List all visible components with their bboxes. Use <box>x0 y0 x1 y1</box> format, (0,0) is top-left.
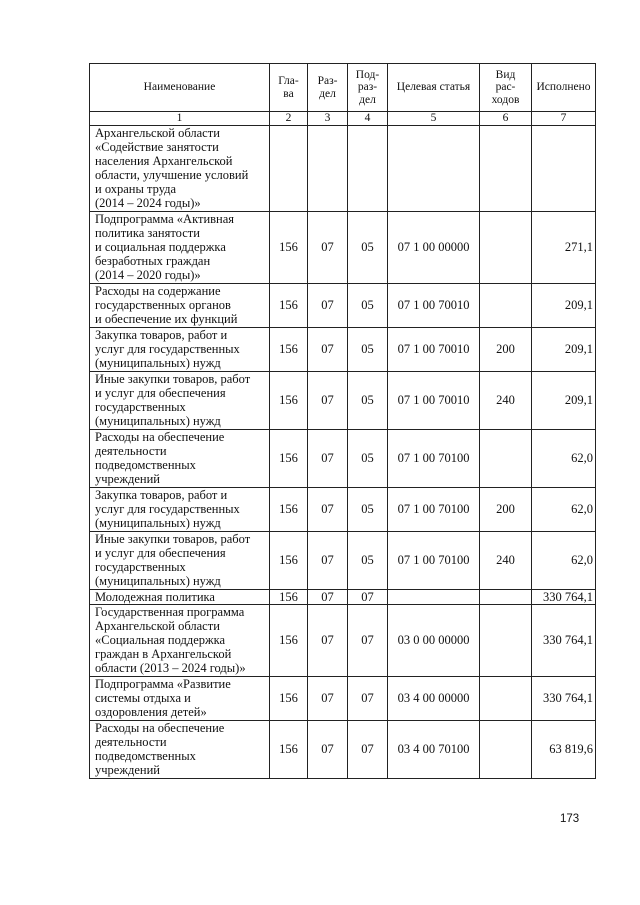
header-line: Наименование <box>143 81 216 94</box>
cell-razdel: 07 <box>308 429 348 487</box>
name-line: области, улучшение условий <box>95 167 249 182</box>
cell-vid: 240 <box>480 371 532 429</box>
cell-vid: 200 <box>480 487 532 531</box>
name-line: «Содействие занятости <box>95 139 219 154</box>
cell-podrazdel: 05 <box>348 429 388 487</box>
cell-razdel: 07 <box>308 327 348 371</box>
cell-name <box>90 211 270 283</box>
name-line: Закупка товаров, работ и <box>95 487 228 502</box>
cell-name <box>90 604 270 676</box>
header-name <box>90 64 270 112</box>
cell-vid: 200 <box>480 327 532 371</box>
cell-statya: 07 1 00 70010 <box>388 371 480 429</box>
cell-glava: 156 <box>270 676 308 720</box>
cell-podrazdel: 05 <box>348 327 388 371</box>
cell-podrazdel: 07 <box>348 604 388 676</box>
cell-vid <box>480 211 532 283</box>
name-line: оздоровления детей» <box>95 704 207 719</box>
cell-statya <box>388 125 480 211</box>
cell-vid <box>480 429 532 487</box>
header-line: дел <box>319 87 336 100</box>
name-line: государственных <box>95 399 186 414</box>
cell-statya <box>388 589 480 604</box>
cell-razdel: 07 <box>308 531 348 589</box>
name-line: и услуг для обеспечения <box>95 385 226 400</box>
cell-razdel: 07 <box>308 283 348 327</box>
cell-statya: 07 1 00 70010 <box>388 283 480 327</box>
header-line: дел <box>359 93 376 106</box>
name-line: государственных органов <box>95 297 231 312</box>
cell-podrazdel: 05 <box>348 531 388 589</box>
name-line: услуг для государственных <box>95 501 240 516</box>
name-line: Государственная программа <box>95 604 245 619</box>
column-number: 7 <box>532 112 596 126</box>
table-row <box>90 429 596 487</box>
cell-glava: 156 <box>270 327 308 371</box>
cell-statya: 07 1 00 70100 <box>388 429 480 487</box>
header-line: раз- <box>357 81 378 94</box>
table-row <box>90 487 596 531</box>
header-line: Раз- <box>317 75 338 87</box>
header-line: ходов <box>491 93 520 106</box>
cell-name <box>90 589 270 604</box>
cell-ispolneno: 62,0 <box>532 531 596 589</box>
header-statya <box>388 64 480 112</box>
name-line: и услуг для обеспечения <box>95 545 226 560</box>
cell-ispolneno: 63 819,6 <box>532 720 596 778</box>
name-line: учреждений <box>95 471 160 486</box>
name-line: Архангельской области <box>95 618 220 633</box>
cell-glava: 156 <box>270 531 308 589</box>
cell-glava: 156 <box>270 429 308 487</box>
cell-statya: 07 1 00 70100 <box>388 487 480 531</box>
table-row <box>90 371 596 429</box>
cell-vid <box>480 283 532 327</box>
cell-glava <box>270 125 308 211</box>
cell-vid <box>480 125 532 211</box>
column-number: 3 <box>308 112 348 126</box>
table-row <box>90 125 596 211</box>
table-row <box>90 283 596 327</box>
cell-name <box>90 676 270 720</box>
cell-podrazdel: 05 <box>348 211 388 283</box>
header-podrazdel <box>348 64 388 112</box>
name-line: государственных <box>95 559 186 574</box>
cell-name <box>90 327 270 371</box>
cell-podrazdel: 05 <box>348 283 388 327</box>
column-number: 1 <box>90 112 270 126</box>
cell-ispolneno: 271,1 <box>532 211 596 283</box>
table-row <box>90 211 596 283</box>
name-line: граждан в Архангельской <box>95 646 232 661</box>
cell-glava: 156 <box>270 589 308 604</box>
cell-razdel: 07 <box>308 604 348 676</box>
name-line: и социальная поддержка <box>95 239 226 254</box>
cell-vid <box>480 589 532 604</box>
name-line: и обеспечение их функций <box>95 311 238 326</box>
name-line: политика занятости <box>95 225 200 240</box>
name-line: (муниципальных) нужд <box>95 355 221 370</box>
cell-razdel: 07 <box>308 720 348 778</box>
cell-podrazdel: 07 <box>348 720 388 778</box>
cell-ispolneno: 330 764,1 <box>532 604 596 676</box>
cell-name <box>90 283 270 327</box>
name-line: населения Архангельской <box>95 153 233 168</box>
header-row <box>90 64 596 112</box>
cell-razdel: 07 <box>308 589 348 604</box>
header-line: рас- <box>495 81 516 94</box>
page-number: 173 <box>560 813 580 825</box>
name-line: Подпрограмма «Развитие <box>95 676 231 691</box>
name-line: (муниципальных) нужд <box>95 573 221 588</box>
name-line: и охраны труда <box>95 181 177 196</box>
cell-ispolneno <box>532 125 596 211</box>
name-line: деятельности <box>95 443 167 458</box>
cell-razdel: 07 <box>308 487 348 531</box>
cell-ispolneno: 209,1 <box>532 371 596 429</box>
table-body <box>90 125 596 778</box>
column-number: 5 <box>388 112 480 126</box>
table-row <box>90 604 596 676</box>
cell-name <box>90 429 270 487</box>
cell-podrazdel: 07 <box>348 676 388 720</box>
name-line: подведомственных <box>95 748 196 763</box>
cell-name <box>90 487 270 531</box>
name-line: (2014 – 2020 годы)» <box>95 267 201 282</box>
cell-statya: 07 1 00 00000 <box>388 211 480 283</box>
name-line: услуг для государственных <box>95 341 240 356</box>
cell-vid <box>480 676 532 720</box>
header-line: Вид <box>495 68 516 81</box>
header-ispolneno <box>532 64 596 112</box>
cell-podrazdel: 05 <box>348 371 388 429</box>
name-line: Архангельской области <box>95 125 220 140</box>
cell-ispolneno: 330 764,1 <box>532 676 596 720</box>
cell-glava: 156 <box>270 720 308 778</box>
cell-statya: 03 4 00 00000 <box>388 676 480 720</box>
cell-statya: 07 1 00 70010 <box>388 327 480 371</box>
cell-podrazdel <box>348 125 388 211</box>
cell-glava: 156 <box>270 211 308 283</box>
name-line: Закупка товаров, работ и <box>95 327 228 342</box>
header-line: Целевая статья <box>396 81 471 94</box>
cell-name <box>90 371 270 429</box>
cell-glava: 156 <box>270 487 308 531</box>
name-line: (муниципальных) нужд <box>95 515 221 530</box>
name-line: (2014 – 2024 годы)» <box>95 195 201 210</box>
table-row <box>90 720 596 778</box>
table-row <box>90 676 596 720</box>
header-razdel <box>308 64 348 112</box>
name-line: области (2013 – 2024 годы)» <box>95 660 246 675</box>
table-row <box>90 531 596 589</box>
cell-razdel: 07 <box>308 211 348 283</box>
cell-glava: 156 <box>270 371 308 429</box>
header-line: Исполнено <box>536 81 591 94</box>
cell-podrazdel: 07 <box>348 589 388 604</box>
header-vid <box>480 64 532 112</box>
name-line: безработных граждан <box>95 253 211 268</box>
name-line: Подпрограмма «Активная <box>95 211 235 226</box>
budget-table <box>89 63 596 779</box>
cell-statya: 07 1 00 70100 <box>388 531 480 589</box>
header-line: Под- <box>355 68 380 81</box>
cell-statya: 03 0 00 00000 <box>388 604 480 676</box>
cell-ispolneno: 62,0 <box>532 487 596 531</box>
name-line: деятельности <box>95 734 167 749</box>
cell-vid <box>480 604 532 676</box>
name-line: «Социальная поддержка <box>95 632 226 647</box>
cell-name <box>90 125 270 211</box>
name-line: (муниципальных) нужд <box>95 413 221 428</box>
cell-ispolneno: 330 764,1 <box>532 589 596 604</box>
cell-ispolneno: 209,1 <box>532 327 596 371</box>
name-line: системы отдыха и <box>95 690 191 705</box>
name-line: Иные закупки товаров, работ <box>95 371 251 386</box>
column-number: 2 <box>270 112 308 126</box>
header-glava <box>270 64 308 112</box>
cell-podrazdel: 05 <box>348 487 388 531</box>
cell-razdel <box>308 125 348 211</box>
cell-statya: 03 4 00 70100 <box>388 720 480 778</box>
cell-ispolneno: 62,0 <box>532 429 596 487</box>
column-number-row <box>90 112 596 126</box>
cell-glava: 156 <box>270 283 308 327</box>
cell-glava: 156 <box>270 604 308 676</box>
cell-ispolneno: 209,1 <box>532 283 596 327</box>
column-number: 4 <box>348 112 388 126</box>
header-line: ва <box>283 87 294 100</box>
cell-name <box>90 531 270 589</box>
column-number: 6 <box>480 112 532 126</box>
name-line: Молодежная политика <box>95 589 215 604</box>
table-row <box>90 327 596 371</box>
name-line: Иные закупки товаров, работ <box>95 531 251 546</box>
name-line: Расходы на обеспечение <box>95 720 225 735</box>
cell-razdel: 07 <box>308 676 348 720</box>
header-line: Гла- <box>278 75 299 87</box>
name-line: подведомственных <box>95 457 196 472</box>
table-row <box>90 589 596 604</box>
name-line: учреждений <box>95 762 160 777</box>
cell-vid: 240 <box>480 531 532 589</box>
cell-name <box>90 720 270 778</box>
name-line: Расходы на обеспечение <box>95 429 225 444</box>
cell-razdel: 07 <box>308 371 348 429</box>
cell-vid <box>480 720 532 778</box>
name-line: Расходы на содержание <box>95 283 221 298</box>
